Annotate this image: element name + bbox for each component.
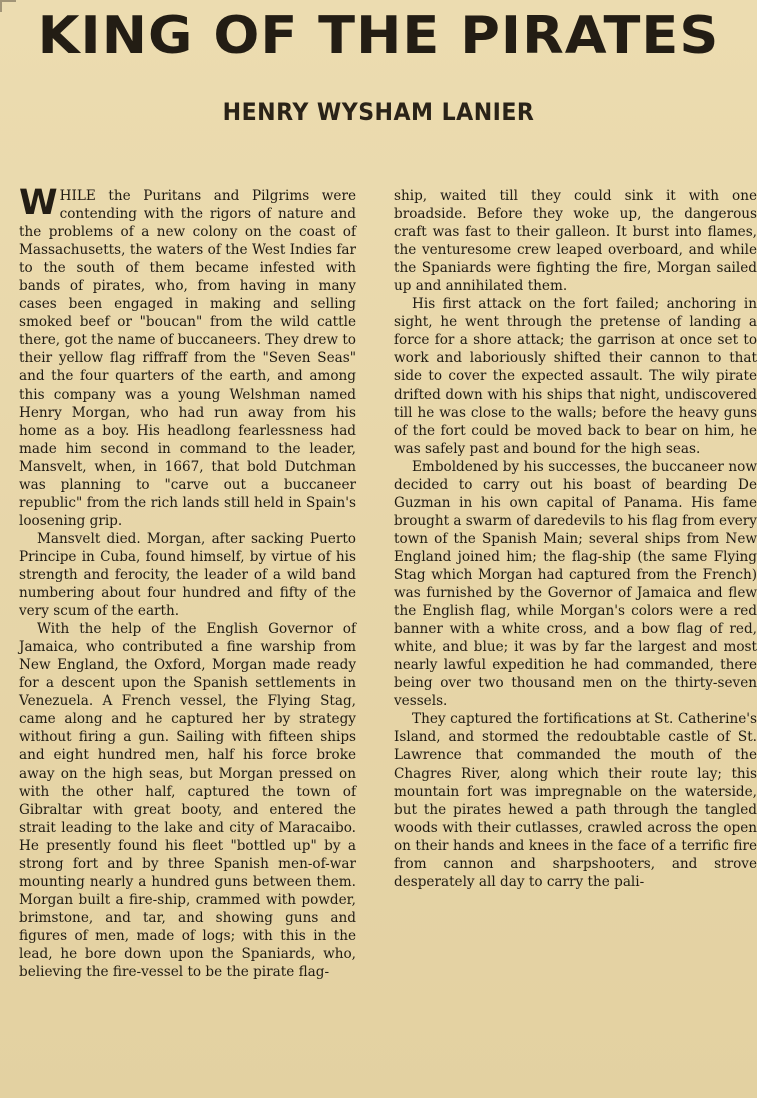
paragraph-1-text: HILE the Puritans and Pilgrims were contending with the rigors of nature and the problems of a new colony on the coast of Massachusetts, the waters of the West Indies far to the south of them became infested with bands of pirates, who, from having in many cases been engaged in making and selling smoked beef or "boucan" from the wild cattle there, got the name of buccaneers. They drew to their yellow flag riffraff from the "Seven Seas" and the four quarters of the earth, and among this company was a young Welshman named Henry Morgan, who had run away from his home as a boy. His headlong fearlessness had made him second in command to the leader, Mansvelt, when, in 1667, that bold Dutchman was planning to "carve out a buccaneer republic" from the rich lands still held in Spain's loosening grip. xyxy=(19,188,356,529)
author-byline: HENRY WYSHAM LANIER xyxy=(222,98,535,126)
paragraph-4: His first attack on the fort failed; anchoring in sight, he went through the pretense of landing a force for a shore attack; the garrison at once set to work and laboriously shifted their cannon to that side to cover the expected assault. The wily pirate drifted down with his ships that night, undiscovered till he was close to the walls; before the heavy guns of the fort could be moved back to bear on him, he was safely past and bound for the high seas. xyxy=(394,296,757,457)
paragraph-1 xyxy=(19,183,356,530)
left-column xyxy=(19,183,356,981)
paragraph-5: Emboldened by his successes, the buccaneer now decided to carry out his boast of bearding De Guzman in his own capital of Panama. His fame brought a swarm of daredevils to his flag from every town of the Spanish Main; several ships from New England joined him; the flag-ship (the same Flying Stag which Morgan had captured from the French) was furnished by the Governor of Jamaica and flew the English flag, while Morgan's colors were a red banner with a white cross, and a bow flag of red, white, and blue; it was by far the largest and most nearly lawful expedition he had commanded, there being over two thousand men on the thirty-seven vessels. xyxy=(394,458,757,710)
paragraph-6: They captured the fortifications at St. Catherine's Island, and stormed the redoubtable castle of St. Lawrence that commanded the mouth of the Chagres River, along which their route lay; this mountain fort was impregnable on the waterside, but the pirates hewed a path through the tangled woods with their cutlasses, crawled across the open on their hands and knees in the face of a terrific fire from cannon and sharpshooters, and strove desperately all day to carry the pali- xyxy=(394,711,757,890)
page-title: KING OF THE PIRATES xyxy=(37,6,720,66)
paragraph-3: With the help of the English Governor of Jamaica, who contributed a fine warship from New England, the Oxford, Morgan made ready for a descent upon the Spanish settlements in Venezuela. A French vessel, the Flying Stag, came along and he captured her by strategy without firing a gun. Sailing with fifteen ships and eight hundred men, half his force broke away on the high seas, but Morgan pressed on with the other half, captured the town of Gibraltar with great booty, and entered the strait leading to the lake and city of Maracaibo. He presently found his fleet "bottled up" by a strong fort and by three Spanish men-of-war mounting nearly a hundred guns between them. Morgan built a fire-ship, crammed with powder, brimstone, and tar, and showing guns and figures of men, made of logs; with this in the lead, he bore down upon the Spaniards, who, believing the fire-vessel to be the pirate flag- xyxy=(19,621,356,981)
drop-cap: W xyxy=(19,183,58,223)
right-column xyxy=(394,187,757,891)
paragraph-2: Mansvelt died. Morgan, after sacking Puerto Principe in Cuba, found himself, by virtue of his strength and ferocity, the leader of a wild band numbering about four hundred and fifty of the very scum of the earth. xyxy=(19,530,356,620)
paragraph-continuation: ship, waited till they could sink it with one broadside. Before they woke up, the dangerous craft was fast to their galleon. It burst into flames, the venturesome crew leaped overboard, and while the Spaniards were fighting the fire, Morgan sailed up and annihilated them. xyxy=(394,188,757,295)
